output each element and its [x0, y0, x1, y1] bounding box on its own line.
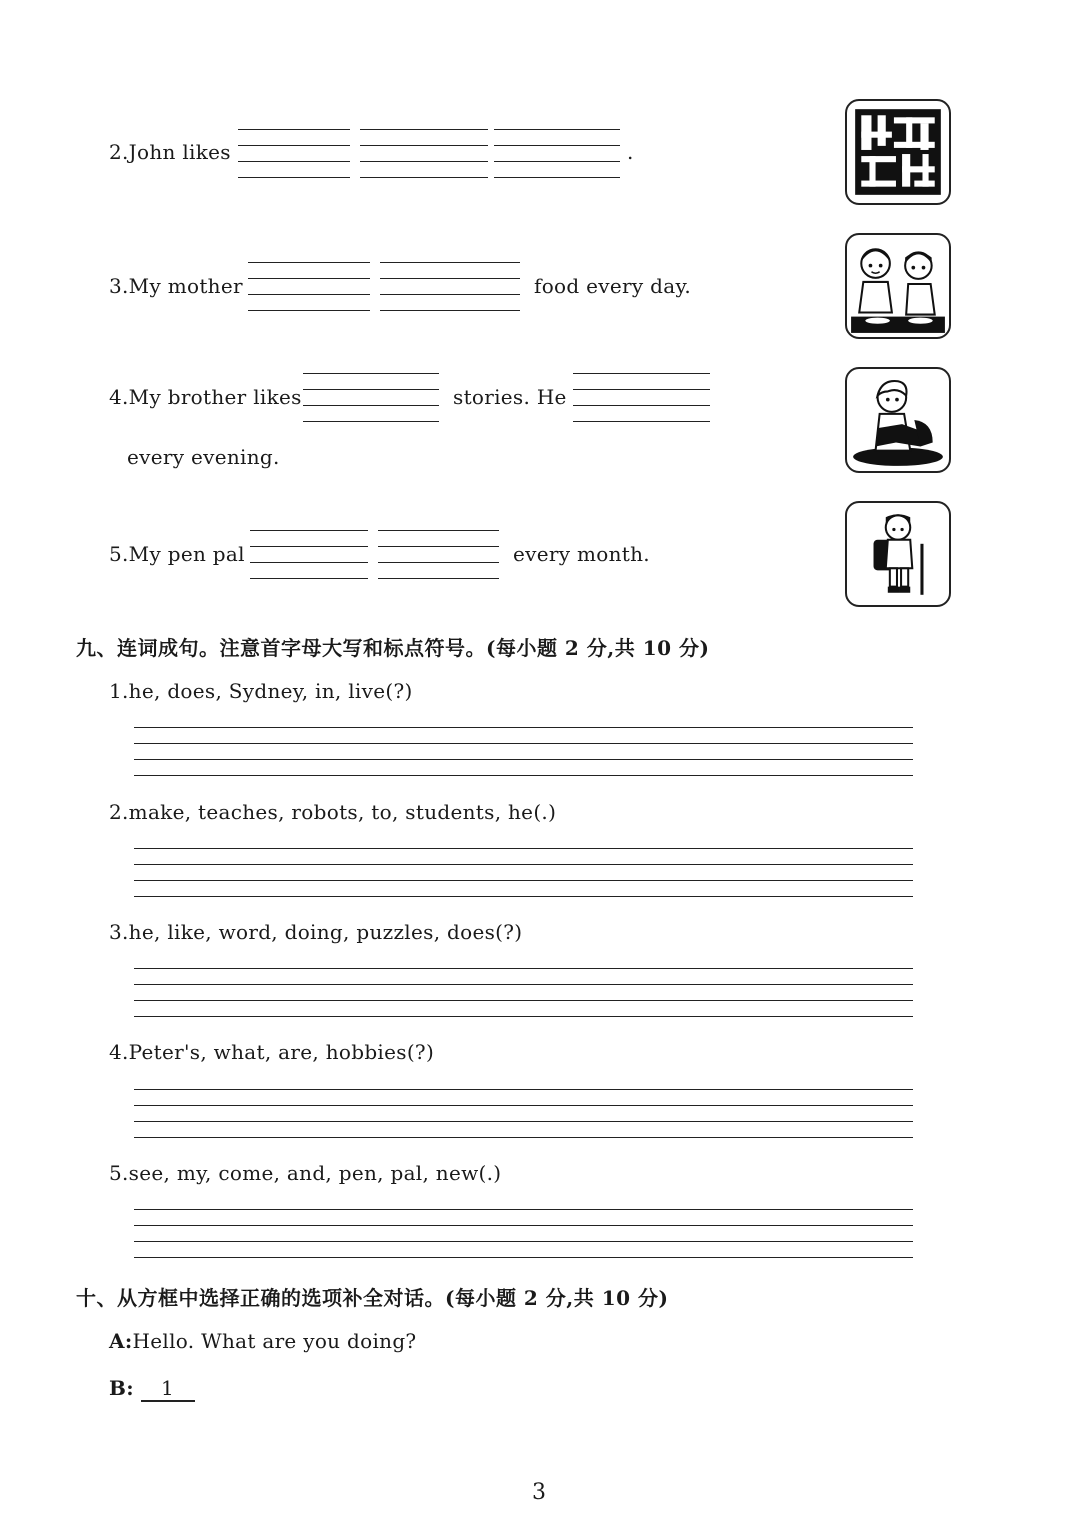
section-9-item-2: 2.make, teaches, robots, to, students, he(.): [109, 800, 557, 824]
writing-blank[interactable]: [250, 530, 368, 578]
writing-blank[interactable]: [303, 373, 439, 421]
writing-blank[interactable]: [380, 262, 520, 310]
writing-blank[interactable]: [573, 373, 710, 421]
fill-item-4-continuation: every evening.: [127, 445, 280, 469]
fill-item-2-end: .: [627, 140, 634, 164]
section-10-heading: 十、从方框中选择正确的选项补全对话。(每小题 2 分,共 10 分): [76, 1286, 669, 1310]
page-number: 3: [532, 1480, 547, 1505]
reading-boy-picture: [845, 367, 951, 473]
section-9-item-3: 3.he, like, word, doing, puzzles, does(?): [109, 920, 523, 944]
hiking-girl-picture: [845, 501, 951, 607]
section-9-item-5: 5.see, my, come, and, pen, pal, new(.): [109, 1161, 502, 1185]
writing-lines[interactable]: [134, 968, 913, 1016]
speaker-a-label: A:: [109, 1329, 133, 1353]
answer-blank-1[interactable]: 1: [141, 1376, 195, 1402]
dialogue-line-b: [109, 1376, 195, 1402]
fill-item-5-after: every month.: [513, 542, 650, 566]
dialogue-a-text: Hello. What are you doing?: [132, 1329, 417, 1353]
fill-item-4-middle: stories. He: [453, 385, 567, 409]
writing-blank[interactable]: [238, 129, 350, 177]
dialogue-line-a: [109, 1329, 416, 1353]
writing-blank[interactable]: [248, 262, 370, 310]
writing-blank[interactable]: [494, 129, 620, 177]
writing-lines[interactable]: [134, 1089, 913, 1137]
writing-lines[interactable]: [134, 848, 913, 896]
fill-item-3-after: food every day.: [534, 274, 692, 298]
fill-item-2-label: 2.John likes: [109, 140, 231, 164]
fill-item-4-label: 4.My brother likes: [109, 385, 302, 409]
fill-item-3-label: 3.My mother: [109, 274, 243, 298]
writing-blank[interactable]: [378, 530, 499, 578]
writing-lines[interactable]: [134, 727, 913, 775]
word-puzzle-picture: [845, 99, 951, 205]
speaker-b-label: B:: [109, 1376, 134, 1400]
section-9-heading: 九、连词成句。注意首字母大写和标点符号。(每小题 2 分,共 10 分): [76, 636, 710, 660]
cooking-kids-picture: [845, 233, 951, 339]
writing-blank[interactable]: [360, 129, 488, 177]
fill-item-5-label: 5.My pen pal: [109, 542, 245, 566]
writing-lines[interactable]: [134, 1209, 913, 1257]
section-9-item-1: 1.he, does, Sydney, in, live(?): [109, 679, 413, 703]
section-9-item-4: 4.Peter's, what, are, hobbies(?): [109, 1040, 435, 1064]
